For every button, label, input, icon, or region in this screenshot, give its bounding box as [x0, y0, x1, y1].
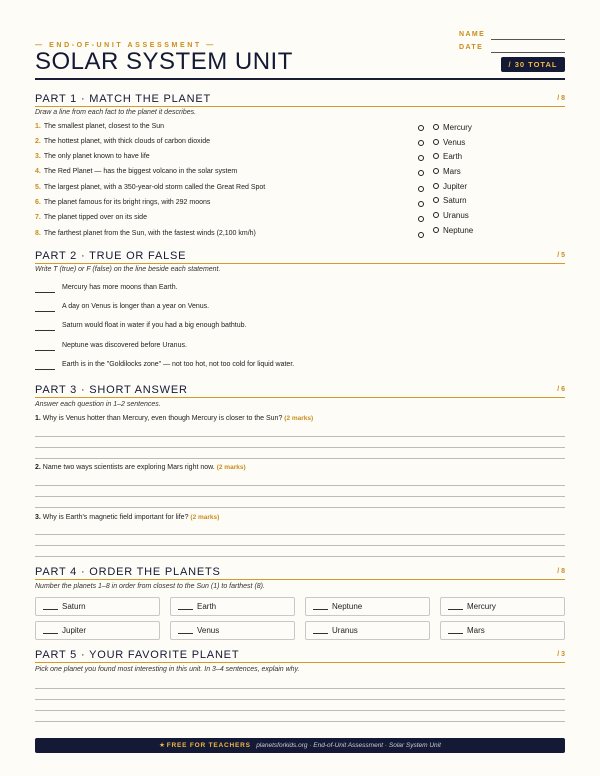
answer-line[interactable]: [35, 507, 565, 508]
name-label: NAME: [459, 31, 486, 38]
part1-instructions: Draw a line from each fact to the planet it describes.: [35, 109, 197, 116]
order-planet-box: Jupiter: [35, 621, 160, 640]
short-answer-question: 3. Why is Earth's magnetic field important for life? (2 marks): [35, 514, 220, 521]
planet-option[interactable]: Mars: [433, 167, 461, 176]
part4-header: [35, 566, 565, 580]
assessment-eyebrow: — END-OF-UNIT ASSESSMENT —: [35, 42, 216, 49]
order-number-blank[interactable]: [178, 609, 193, 610]
fact-connector-dot[interactable]: [418, 155, 424, 161]
order-planet-box: Uranus: [305, 621, 430, 640]
answer-line[interactable]: [35, 447, 565, 448]
part5-header: [35, 649, 565, 663]
answer-line[interactable]: [35, 556, 565, 557]
order-planet-box: Earth: [170, 597, 295, 616]
short-answer-question: 2. Name two ways scientists are exploring Mars right now. (2 marks): [35, 464, 246, 471]
footer-label: FREE FOR TEACHERS: [166, 742, 251, 749]
tf-answer-blank[interactable]: [35, 350, 55, 351]
part3-header: [35, 384, 565, 398]
planet-connector-dot[interactable]: [433, 168, 439, 174]
part4-title: PART 4 · ORDER THE PLANETS: [35, 566, 221, 578]
order-planet-box: Saturn: [35, 597, 160, 616]
answer-line[interactable]: [35, 436, 565, 437]
fact-item: 1. The smallest planet, closest to the Sun: [35, 123, 165, 130]
answer-line[interactable]: [35, 545, 565, 546]
answer-line[interactable]: [35, 485, 565, 486]
star-icon: ★: [159, 742, 165, 749]
order-number-blank[interactable]: [313, 633, 328, 634]
planet-connector-dot[interactable]: [433, 153, 439, 159]
planet-connector-dot[interactable]: [433, 139, 439, 145]
order-number-blank[interactable]: [313, 609, 328, 610]
short-answer-question: 1. Why is Venus hotter than Mercury, even though Mercury is closer to the Sun? (2 marks): [35, 415, 314, 422]
part3-instructions: Answer each question in 1–2 sentences.: [35, 401, 161, 408]
fact-connector-dot[interactable]: [418, 125, 424, 131]
planet-option[interactable]: Earth: [433, 152, 462, 161]
part3-points: / 6: [557, 386, 565, 393]
planet-connector-dot[interactable]: [433, 183, 439, 189]
order-number-blank[interactable]: [43, 633, 58, 634]
part4-points: / 8: [557, 568, 565, 575]
part2-instructions: Write T (true) or F (false) on the line beside each statement.: [35, 266, 221, 273]
answer-line[interactable]: [35, 458, 565, 459]
fact-connector-dot[interactable]: [418, 140, 424, 146]
answer-line[interactable]: [35, 496, 565, 497]
tf-answer-blank[interactable]: [35, 369, 55, 370]
fact-item: 2. The hottest planet, with thick clouds of carbon dioxide: [35, 138, 210, 145]
order-number-blank[interactable]: [178, 633, 193, 634]
fact-item: 8. The farthest planet from the Sun, with the fastest winds (2,100 km/h): [35, 230, 256, 237]
planet-option[interactable]: Saturn: [433, 196, 467, 205]
part5-points: / 3: [557, 651, 565, 658]
answer-line[interactable]: [35, 699, 565, 700]
part3-title: PART 3 · SHORT ANSWER: [35, 384, 188, 396]
tf-answer-blank[interactable]: [35, 311, 55, 312]
planet-option[interactable]: Uranus: [433, 211, 469, 220]
order-planet-box: Mercury: [440, 597, 565, 616]
fact-item: 5. The largest planet, with a 350-year-old storm called the Great Red Spot: [35, 184, 266, 191]
name-field[interactable]: [491, 39, 565, 40]
part2-points: / 5: [557, 252, 565, 259]
part1-header: [35, 93, 565, 107]
fact-item: 4. The Red Planet — has the biggest volcano in the solar system: [35, 168, 238, 175]
order-planet-box: Venus: [170, 621, 295, 640]
planet-option[interactable]: Neptune: [433, 226, 473, 235]
fact-item: 7. The planet tipped over on its side: [35, 214, 147, 221]
date-field[interactable]: [491, 52, 565, 53]
planet-option[interactable]: Jupiter: [433, 182, 467, 191]
order-planet-box: Mars: [440, 621, 565, 640]
worksheet-page: — END-OF-UNIT ASSESSMENT — SOLAR SYSTEM UNIT NAME DATE / 30 TOTAL PART 1 · MATCH THE PLANET / 8 Draw a line from each fact to the planet it describes. 1. The smallest planet, closest to the Sun 2. The hottest planet, with thick clouds of carbon dioxide 3. The only planet known to have life 4. The Red Planet — has the biggest volcano in the solar system 5. The largest planet, with a 350-year-old storm called the Great Red Spot 6. The planet famous for its bright rings, with 292 moons 7. The planet tipped over on its side 8. The farthest planet from the Sun, with the fastest winds (2,100 km/h) Mercury Venus Earth Mars Jupiter Saturn Uranus Neptune PART 2 · TRUE OR FALSE / 5 Write T (true) or F (false) on the line beside each statement. Mercury has more moons than Earth. A day on Venus is longer than a year on Venus. Saturn would float in water if you had a big enough bathtub. Neptune was discovered before Uranus. Earth is in the "Goldilocks zone" — not too hot, not too cold for liquid water. PART 3 · SHORT ANSWER / 6 Answer each question in 1–2 sentences. 1. Why is Venus hotter than Mercury, even though Mercury is closer to the Sun? (2 marks) 2. Name two ways scientists are exploring Mars right now. (2 marks) 3. Why is Earth's magnetic field important for life? (2 marks) PART 4 · ORDER THE PLANETS / 8 Number the planets 1–8 in order from closest to the Sun (1) to farthest (8). Saturn Earth Neptune Mercury Jupiter Venus Uranus Mars PART 5 · YOUR FAVORITE PLANET / 3 Pick one planet you found most interesting in this unit. In 3–4 sentences, explain why. ★ FREE FOR TEACHERS planetsforkids.org · End-of-Unit Assessment · Solar System Unit: [35, 0, 565, 776]
planet-connector-dot[interactable]: [433, 212, 439, 218]
fact-connector-dot[interactable]: [418, 216, 424, 222]
tf-answer-blank[interactable]: [35, 330, 55, 331]
part2-header: [35, 250, 565, 264]
fact-connector-dot[interactable]: [418, 201, 424, 207]
fact-item: 6. The planet famous for its bright rings, with 292 moons: [35, 199, 211, 206]
order-planet-box: Neptune: [305, 597, 430, 616]
planet-option[interactable]: Venus: [433, 138, 465, 147]
fact-connector-dot[interactable]: [418, 170, 424, 176]
answer-line[interactable]: [35, 688, 565, 689]
answer-line[interactable]: [35, 721, 565, 722]
part1-title: PART 1 · MATCH THE PLANET: [35, 93, 212, 105]
planet-connector-dot[interactable]: [433, 124, 439, 130]
total-score-badge: / 30 TOTAL: [501, 57, 565, 72]
fact-connector-dot[interactable]: [418, 186, 424, 192]
footer-bar: [35, 738, 565, 753]
part2-title: PART 2 · TRUE OR FALSE: [35, 250, 187, 262]
fact-item: 3. The only planet known to have life: [35, 153, 150, 160]
order-number-blank[interactable]: [43, 609, 58, 610]
part4-instructions: Number the planets 1–8 in order from closest to the Sun (1) to farthest (8).: [35, 583, 265, 590]
answer-line[interactable]: [35, 710, 565, 711]
planet-option[interactable]: Mercury: [433, 123, 472, 132]
order-number-blank[interactable]: [448, 609, 463, 610]
planet-connector-dot[interactable]: [433, 227, 439, 233]
footer-text: planetsforkids.org · End-of-Unit Assessment · Solar System Unit: [256, 742, 441, 749]
page-title: SOLAR SYSTEM UNIT: [35, 48, 293, 75]
fact-connector-dot[interactable]: [418, 232, 424, 238]
worksheet-header: [35, 28, 565, 80]
planet-connector-dot[interactable]: [433, 197, 439, 203]
part5-title: PART 5 · YOUR FAVORITE PLANET: [35, 649, 240, 661]
part5-instructions: Pick one planet you found most interesting in this unit. In 3–4 sentences, explain why.: [35, 666, 300, 673]
order-number-blank[interactable]: [448, 633, 463, 634]
answer-line[interactable]: [35, 534, 565, 535]
date-label: DATE: [459, 44, 484, 51]
part1-points: / 8: [557, 95, 565, 102]
tf-answer-blank[interactable]: [35, 292, 55, 293]
